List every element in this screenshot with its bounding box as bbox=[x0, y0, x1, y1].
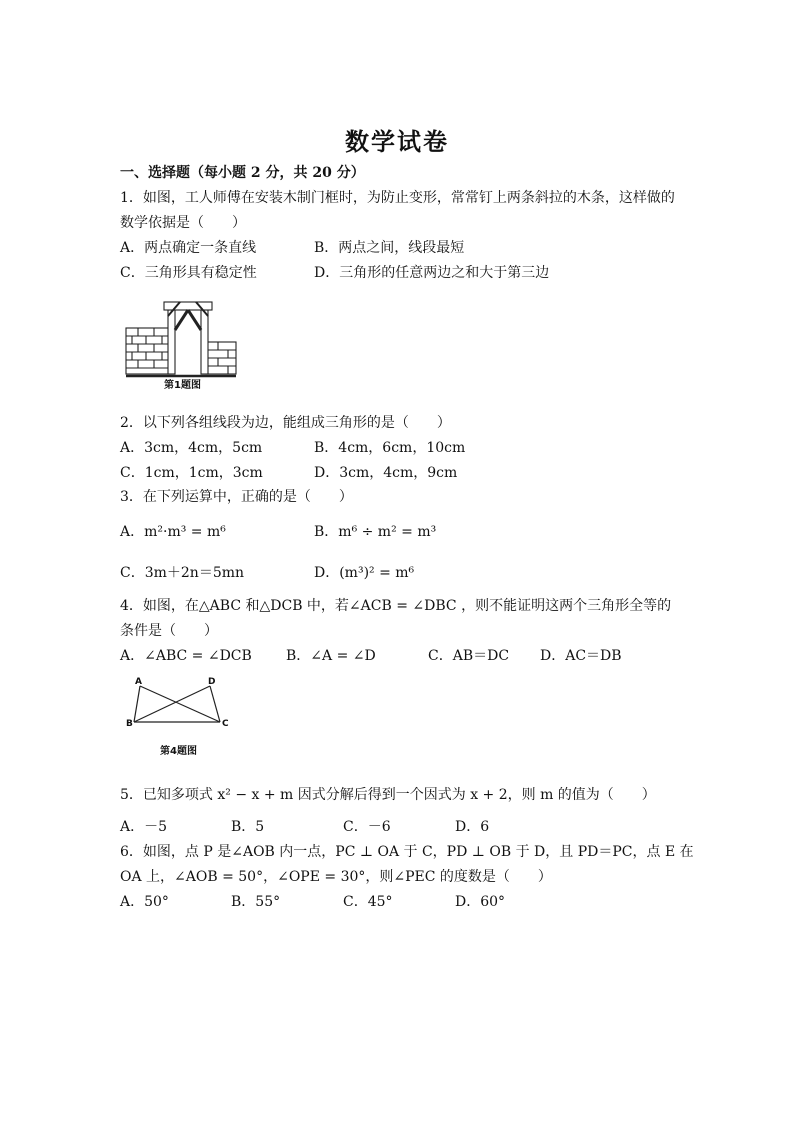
q2-option-b: B．4cm，6cm，10cm bbox=[314, 440, 466, 456]
q6-option-d: D．60° bbox=[455, 894, 506, 910]
q4-point-d: D bbox=[208, 677, 216, 687]
q4-option-a: A．∠ABC = ∠DCB bbox=[120, 648, 252, 664]
q2-option-c: C．1cm，1cm，3cm bbox=[120, 465, 263, 481]
q2-option-d: D．3cm，4cm，9cm bbox=[314, 465, 458, 481]
q3-stem: 3．在下列运算中，正确的是（ ） bbox=[120, 489, 353, 505]
q4-point-b: B bbox=[126, 719, 133, 729]
q1-figure-label: 第1题图 bbox=[164, 380, 201, 391]
q4-option-c: C．AB＝DC bbox=[428, 648, 510, 664]
q2-option-a: A．3cm，4cm，5cm bbox=[120, 440, 263, 456]
section-heading: 一、选择题（每小题 2 分，共 20 分） bbox=[120, 165, 365, 181]
q1-option-a: A．两点确定一条直线 bbox=[120, 240, 257, 256]
q6-option-c: C．45° bbox=[343, 894, 393, 910]
q5-option-b: B．5 bbox=[231, 819, 265, 835]
q3-option-b: B．m⁶ ÷ m² = m³ bbox=[314, 524, 437, 540]
q1-stem-line1: 1．如图，工人师傅在安装木制门框时，为防止变形，常常钉上两条斜拉的木条，这样做的 bbox=[120, 190, 675, 206]
q5-option-a: A．－5 bbox=[120, 819, 168, 835]
q4-stem-line1: 4．如图，在△ABC 和△DCB 中，若∠ACB = ∠DBC ，则不能证明这两个三角形全等的 bbox=[120, 598, 672, 614]
q4-option-d: D．AC＝DB bbox=[540, 648, 622, 664]
q1-option-d: D．三角形的任意两边之和大于第三边 bbox=[314, 265, 550, 281]
q6-option-a: A．50° bbox=[120, 894, 169, 910]
q3-option-a: A．m²·m³ = m⁶ bbox=[120, 524, 226, 540]
q5-stem: 5．已知多项式 x² − x + m 因式分解后得到一个因式为 x + 2，则 m 的值为（ ） bbox=[120, 787, 656, 803]
q1-option-c: C．三角形具有稳定性 bbox=[120, 265, 257, 281]
q4-point-c: C bbox=[222, 719, 229, 729]
q6-stem-line1: 6．如图，点 P 是∠AOB 内一点，PC ⊥ OA 于 C，PD ⊥ OB 于 D，且 PD＝PC，点 E 在 bbox=[120, 844, 694, 860]
q1-stem-line2: 数学依据是（ ） bbox=[120, 215, 246, 231]
q4-stem-line2: 条件是（ ） bbox=[120, 623, 218, 639]
q1-option-b: B．两点之间，线段最短 bbox=[314, 240, 465, 256]
paper-title: 数学试卷 bbox=[345, 127, 449, 156]
q4-point-a: A bbox=[135, 677, 142, 687]
q6-stem-line2: OA 上，∠AOB = 50°，∠OPE = 30°，则∠PEC 的度数是（ ） bbox=[120, 869, 552, 885]
q3-option-d: D．(m³)² = m⁶ bbox=[314, 565, 415, 581]
q6-option-b: B．55° bbox=[231, 894, 281, 910]
q1-door-frame-figure bbox=[124, 290, 240, 392]
q3-option-c: C．3m＋2n＝5mn bbox=[120, 565, 245, 581]
q5-option-c: C．－6 bbox=[343, 819, 391, 835]
q4-option-b: B．∠A = ∠D bbox=[286, 648, 376, 664]
q4-figure-label: 第4题图 bbox=[160, 746, 197, 757]
q4-triangles-figure bbox=[124, 674, 240, 760]
q5-option-d: D．6 bbox=[455, 819, 490, 835]
q2-stem: 2．以下列各组线段为边，能组成三角形的是（ ） bbox=[120, 415, 451, 431]
